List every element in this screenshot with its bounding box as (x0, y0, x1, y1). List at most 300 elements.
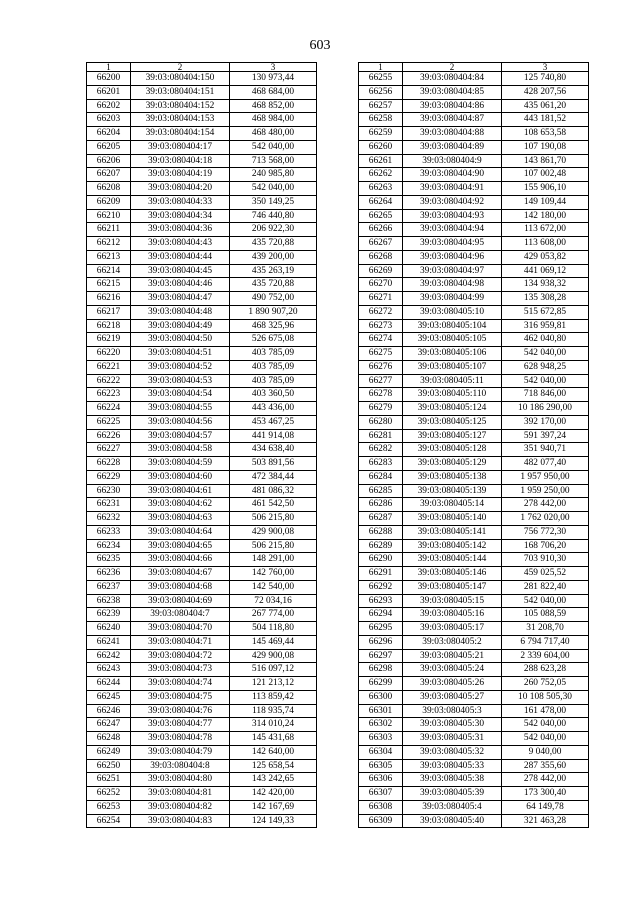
row-number-cell: 66276 (359, 360, 403, 374)
row-number-cell: 66293 (359, 594, 403, 608)
value-cell: 316 959,81 (502, 319, 589, 333)
row-number-cell: 66221 (87, 360, 131, 374)
row-number-cell: 66296 (359, 635, 403, 649)
row-number-cell: 66268 (359, 250, 403, 264)
row-number-cell: 66256 (359, 85, 403, 99)
value-cell: 161 478,00 (502, 704, 589, 718)
cadastral-number-cell: 39:03:080405:14 (403, 498, 502, 512)
value-cell: 135 308,28 (502, 292, 589, 306)
value-cell: 143 242,65 (230, 773, 317, 787)
row-number-cell: 66240 (87, 622, 131, 636)
row-number-cell: 66229 (87, 470, 131, 484)
row-number-cell: 66222 (87, 374, 131, 388)
table-row (359, 567, 589, 581)
row-number-cell: 66289 (359, 539, 403, 553)
table-row (87, 594, 317, 608)
row-number-cell: 66243 (87, 663, 131, 677)
row-number-cell: 66249 (87, 745, 131, 759)
table-row (87, 374, 317, 388)
table-row (87, 525, 317, 539)
value-cell: 173 300,40 (502, 787, 589, 801)
row-number-cell: 66220 (87, 347, 131, 361)
table-row (87, 388, 317, 402)
row-number-cell: 66245 (87, 690, 131, 704)
cadastral-number-cell: 39:03:080404:49 (131, 319, 230, 333)
cadastral-number-cell: 39:03:080405:15 (403, 594, 502, 608)
table-row (359, 622, 589, 636)
cadastral-number-cell: 39:03:080404:151 (131, 85, 230, 99)
value-cell: 107 002,48 (502, 168, 589, 182)
value-cell: 1 959 250,00 (502, 484, 589, 498)
table-row (87, 745, 317, 759)
row-number-cell: 66305 (359, 759, 403, 773)
table-row (87, 663, 317, 677)
row-number-cell: 66246 (87, 704, 131, 718)
cadastral-number-cell: 39:03:080404:62 (131, 498, 230, 512)
cadastral-number-cell: 39:03:080404:46 (131, 278, 230, 292)
value-cell: 703 910,30 (502, 553, 589, 567)
table-row (359, 470, 589, 484)
cadastral-number-cell: 39:03:080405:17 (403, 622, 502, 636)
row-number-cell: 66201 (87, 85, 131, 99)
cadastral-number-cell: 39:03:080405:139 (403, 484, 502, 498)
value-cell: 278 442,00 (502, 773, 589, 787)
cadastral-number-cell: 39:03:080405:106 (403, 347, 502, 361)
value-cell: 10 186 290,00 (502, 402, 589, 416)
table-row (87, 677, 317, 691)
cadastral-number-cell: 39:03:080404:150 (131, 72, 230, 86)
row-number-cell: 66300 (359, 690, 403, 704)
row-number-cell: 66283 (359, 457, 403, 471)
row-number-cell: 66304 (359, 745, 403, 759)
row-number-cell: 66242 (87, 649, 131, 663)
cadastral-number-cell: 39:03:080405:141 (403, 525, 502, 539)
cadastral-number-cell: 39:03:080404:78 (131, 732, 230, 746)
row-number-cell: 66226 (87, 429, 131, 443)
table-row (359, 663, 589, 677)
value-cell: 134 938,32 (502, 278, 589, 292)
row-number-cell: 66238 (87, 594, 131, 608)
cadastral-number-cell: 39:03:080404:47 (131, 292, 230, 306)
cadastral-number-cell: 39:03:080404:72 (131, 649, 230, 663)
cadastral-number-cell: 39:03:080404:59 (131, 457, 230, 471)
value-cell: 72 034,16 (230, 594, 317, 608)
cadastral-number-cell: 39:03:080405:110 (403, 388, 502, 402)
row-number-cell: 66309 (359, 814, 403, 828)
table-row (359, 333, 589, 347)
row-number-cell: 66207 (87, 168, 131, 182)
value-cell: 441 914,08 (230, 429, 317, 443)
table-row (359, 498, 589, 512)
row-number-cell: 66236 (87, 567, 131, 581)
table-row (359, 443, 589, 457)
value-cell: 148 291,00 (230, 553, 317, 567)
value-cell: 628 948,25 (502, 360, 589, 374)
row-number-cell: 66286 (359, 498, 403, 512)
row-number-cell: 66308 (359, 800, 403, 814)
value-cell: 260 752,05 (502, 677, 589, 691)
table-row (87, 223, 317, 237)
value-cell: 143 861,70 (502, 154, 589, 168)
row-number-cell: 66307 (359, 787, 403, 801)
row-number-cell: 66224 (87, 402, 131, 416)
value-cell: 718 846,00 (502, 388, 589, 402)
cadastral-number-cell: 39:03:080404:67 (131, 567, 230, 581)
row-number-cell: 66223 (87, 388, 131, 402)
value-cell: 108 653,58 (502, 127, 589, 141)
table-row (359, 85, 589, 99)
value-cell: 403 785,09 (230, 347, 317, 361)
row-number-cell: 66265 (359, 209, 403, 223)
row-number-cell: 66234 (87, 539, 131, 553)
table-row (87, 278, 317, 292)
table-row (359, 223, 589, 237)
cadastral-number-cell: 39:03:080405:30 (403, 718, 502, 732)
value-cell: 206 922,30 (230, 223, 317, 237)
row-number-cell: 66244 (87, 677, 131, 691)
value-cell: 490 752,00 (230, 292, 317, 306)
cadastral-number-cell: 39:03:080404:86 (403, 99, 502, 113)
cadastral-number-cell: 39:03:080404:98 (403, 278, 502, 292)
table-row (359, 759, 589, 773)
value-cell: 2 339 604,00 (502, 649, 589, 663)
value-cell: 468 480,00 (230, 127, 317, 141)
row-number-cell: 66264 (359, 195, 403, 209)
cadastral-number-cell: 39:03:080404:17 (131, 140, 230, 154)
cadastral-number-cell: 39:03:080405:10 (403, 305, 502, 319)
cadastral-number-cell: 39:03:080404:97 (403, 264, 502, 278)
cadastral-number-cell: 39:03:080404:19 (131, 168, 230, 182)
row-number-cell: 66287 (359, 512, 403, 526)
cadastral-number-cell: 39:03:080404:93 (403, 209, 502, 223)
table-row (359, 814, 589, 828)
row-number-cell: 66290 (359, 553, 403, 567)
column-header-3: 3 (502, 63, 589, 72)
cadastral-number-cell: 39:03:080405:24 (403, 663, 502, 677)
row-number-cell: 66273 (359, 319, 403, 333)
value-cell: 443 181,52 (502, 113, 589, 127)
value-cell: 113 859,42 (230, 690, 317, 704)
row-number-cell: 66281 (359, 429, 403, 443)
table-row (87, 498, 317, 512)
cadastral-number-cell: 39:03:080405:38 (403, 773, 502, 787)
table-row (87, 237, 317, 251)
value-cell: 429 900,08 (230, 649, 317, 663)
left-table (86, 62, 317, 828)
table-row (359, 635, 589, 649)
row-number-cell: 66260 (359, 140, 403, 154)
value-cell: 31 208,70 (502, 622, 589, 636)
table-row (359, 525, 589, 539)
value-cell: 124 149,33 (230, 814, 317, 828)
header-row (87, 63, 317, 72)
table-row (87, 415, 317, 429)
table-row (359, 484, 589, 498)
cadastral-number-cell: 39:03:080404:70 (131, 622, 230, 636)
cadastral-number-cell: 39:03:080404:53 (131, 374, 230, 388)
table-row (87, 512, 317, 526)
table-row (359, 250, 589, 264)
value-cell: 542 040,00 (502, 732, 589, 746)
cadastral-number-cell: 39:03:080404:73 (131, 663, 230, 677)
cadastral-number-cell: 39:03:080404:63 (131, 512, 230, 526)
row-number-cell: 66266 (359, 223, 403, 237)
value-cell: 130 973,44 (230, 72, 317, 86)
value-cell: 321 463,28 (502, 814, 589, 828)
row-number-cell: 66279 (359, 402, 403, 416)
cadastral-number-cell: 39:03:080405:39 (403, 787, 502, 801)
row-number-cell: 66206 (87, 154, 131, 168)
value-cell: 288 623,28 (502, 663, 589, 677)
table-row (359, 732, 589, 746)
cadastral-number-cell: 39:03:080405:107 (403, 360, 502, 374)
row-number-cell: 66280 (359, 415, 403, 429)
row-number-cell: 66227 (87, 443, 131, 457)
cadastral-number-cell: 39:03:080404:58 (131, 443, 230, 457)
table-row (359, 99, 589, 113)
row-number-cell: 66209 (87, 195, 131, 209)
value-cell: 504 118,80 (230, 622, 317, 636)
table-row (87, 567, 317, 581)
row-number-cell: 66288 (359, 525, 403, 539)
table-row (87, 718, 317, 732)
value-cell: 403 785,09 (230, 374, 317, 388)
cadastral-number-cell: 39:03:080404:68 (131, 580, 230, 594)
table-row (359, 415, 589, 429)
value-cell: 403 360,50 (230, 388, 317, 402)
row-number-cell: 66235 (87, 553, 131, 567)
cadastral-number-cell: 39:03:080404:33 (131, 195, 230, 209)
value-cell: 461 542,50 (230, 498, 317, 512)
value-cell: 462 040,80 (502, 333, 589, 347)
table-row (359, 457, 589, 471)
table-row (359, 319, 589, 333)
cadastral-number-cell: 39:03:080404:48 (131, 305, 230, 319)
cadastral-number-cell: 39:03:080405:124 (403, 402, 502, 416)
row-number-cell: 66219 (87, 333, 131, 347)
value-cell: 434 638,40 (230, 443, 317, 457)
table-row (87, 553, 317, 567)
table-row (87, 140, 317, 154)
table-row (359, 154, 589, 168)
value-cell: 142 420,00 (230, 787, 317, 801)
value-cell: 121 213,12 (230, 677, 317, 691)
table-row (87, 773, 317, 787)
table-row (87, 470, 317, 484)
cadastral-number-cell: 39:03:080405:142 (403, 539, 502, 553)
row-number-cell: 66291 (359, 567, 403, 581)
cadastral-number-cell: 39:03:080404:18 (131, 154, 230, 168)
row-number-cell: 66284 (359, 470, 403, 484)
table-row (359, 718, 589, 732)
row-number-cell: 66255 (359, 72, 403, 86)
cadastral-number-cell: 39:03:080404:7 (131, 608, 230, 622)
table-row (87, 72, 317, 86)
cadastral-number-cell: 39:03:080404:154 (131, 127, 230, 141)
row-number-cell: 66303 (359, 732, 403, 746)
row-number-cell: 66213 (87, 250, 131, 264)
row-number-cell: 66248 (87, 732, 131, 746)
value-cell: 468 325,96 (230, 319, 317, 333)
value-cell: 392 170,00 (502, 415, 589, 429)
value-cell: 142 167,69 (230, 800, 317, 814)
value-cell: 281 822,40 (502, 580, 589, 594)
value-cell: 428 207,56 (502, 85, 589, 99)
cadastral-number-cell: 39:03:080404:76 (131, 704, 230, 718)
row-number-cell: 66297 (359, 649, 403, 663)
table-row (87, 347, 317, 361)
row-number-cell: 66232 (87, 512, 131, 526)
cadastral-number-cell: 39:03:080404:87 (403, 113, 502, 127)
value-cell: 591 397,24 (502, 429, 589, 443)
value-cell: 350 149,25 (230, 195, 317, 209)
value-cell: 10 108 505,30 (502, 690, 589, 704)
cadastral-number-cell: 39:03:080404:54 (131, 388, 230, 402)
row-number-cell: 66205 (87, 140, 131, 154)
cadastral-number-cell: 39:03:080405:21 (403, 649, 502, 663)
table-row (359, 72, 589, 86)
table-row (87, 690, 317, 704)
table-row (87, 113, 317, 127)
cadastral-number-cell: 39:03:080405:127 (403, 429, 502, 443)
row-number-cell: 66212 (87, 237, 131, 251)
row-number-cell: 66208 (87, 182, 131, 196)
cadastral-number-cell: 39:03:080404:34 (131, 209, 230, 223)
table-row (359, 608, 589, 622)
row-number-cell: 66230 (87, 484, 131, 498)
row-number-cell: 66261 (359, 154, 403, 168)
row-number-cell: 66239 (87, 608, 131, 622)
value-cell: 453 467,25 (230, 415, 317, 429)
row-number-cell: 66257 (359, 99, 403, 113)
table-row (87, 99, 317, 113)
right-table-body (359, 72, 589, 828)
table-row (87, 649, 317, 663)
page-number: 603 (309, 38, 331, 53)
row-number-cell: 66231 (87, 498, 131, 512)
value-cell: 125 658,54 (230, 759, 317, 773)
value-cell: 713 568,00 (230, 154, 317, 168)
value-cell: 542 040,00 (230, 140, 317, 154)
value-cell: 435 720,88 (230, 278, 317, 292)
row-number-cell: 66251 (87, 773, 131, 787)
table-row (87, 182, 317, 196)
table-row (359, 182, 589, 196)
row-number-cell: 66237 (87, 580, 131, 594)
cadastral-number-cell: 39:03:080404:95 (403, 237, 502, 251)
row-number-cell: 66298 (359, 663, 403, 677)
cadastral-number-cell: 39:03:080405:125 (403, 415, 502, 429)
row-number-cell: 66202 (87, 99, 131, 113)
cadastral-number-cell: 39:03:080405:138 (403, 470, 502, 484)
row-number-cell: 66285 (359, 484, 403, 498)
cadastral-number-cell: 39:03:080404:51 (131, 347, 230, 361)
table-row (87, 305, 317, 319)
cadastral-number-cell: 39:03:080404:43 (131, 237, 230, 251)
row-number-cell: 66295 (359, 622, 403, 636)
row-number-cell: 66204 (87, 127, 131, 141)
row-number-cell: 66218 (87, 319, 131, 333)
table-row (87, 154, 317, 168)
cadastral-number-cell: 39:03:080405:4 (403, 800, 502, 814)
row-number-cell: 66278 (359, 388, 403, 402)
value-cell: 105 088,59 (502, 608, 589, 622)
value-cell: 468 684,00 (230, 85, 317, 99)
cadastral-number-cell: 39:03:080404:60 (131, 470, 230, 484)
value-cell: 472 384,44 (230, 470, 317, 484)
value-cell: 1 957 950,00 (502, 470, 589, 484)
table-row (87, 443, 317, 457)
value-cell: 168 706,20 (502, 539, 589, 553)
cadastral-number-cell: 39:03:080404:69 (131, 594, 230, 608)
cadastral-number-cell: 39:03:080405:104 (403, 319, 502, 333)
value-cell: 746 440,80 (230, 209, 317, 223)
table-row (87, 457, 317, 471)
row-number-cell: 66216 (87, 292, 131, 306)
table-row (87, 85, 317, 99)
row-number-cell: 66210 (87, 209, 131, 223)
table-row (359, 745, 589, 759)
value-cell: 9 040,00 (502, 745, 589, 759)
table-row (359, 649, 589, 663)
value-cell: 155 906,10 (502, 182, 589, 196)
cadastral-number-cell: 39:03:080404:75 (131, 690, 230, 704)
value-cell: 503 891,56 (230, 457, 317, 471)
cadastral-number-cell: 39:03:080404:71 (131, 635, 230, 649)
row-number-cell: 66269 (359, 264, 403, 278)
row-number-cell: 66211 (87, 223, 131, 237)
value-cell: 542 040,00 (502, 594, 589, 608)
value-cell: 145 469,44 (230, 635, 317, 649)
table-row (87, 800, 317, 814)
table-row (359, 209, 589, 223)
row-number-cell: 66228 (87, 457, 131, 471)
value-cell: 6 794 717,40 (502, 635, 589, 649)
table-row (87, 622, 317, 636)
cadastral-number-cell: 39:03:080405:33 (403, 759, 502, 773)
cadastral-number-cell: 39:03:080405:16 (403, 608, 502, 622)
table-row (359, 704, 589, 718)
value-cell: 468 984,00 (230, 113, 317, 127)
table-row (359, 237, 589, 251)
cadastral-number-cell: 39:03:080405:40 (403, 814, 502, 828)
column-header-3: 3 (230, 63, 317, 72)
table-row (359, 553, 589, 567)
cadastral-number-cell: 39:03:080404:99 (403, 292, 502, 306)
cadastral-number-cell: 39:03:080404:89 (403, 140, 502, 154)
cadastral-number-cell: 39:03:080404:55 (131, 402, 230, 416)
value-cell: 287 355,60 (502, 759, 589, 773)
cadastral-number-cell: 39:03:080404:56 (131, 415, 230, 429)
table-row (359, 264, 589, 278)
table-row (87, 209, 317, 223)
value-cell: 314 010,24 (230, 718, 317, 732)
table-row (87, 264, 317, 278)
cadastral-number-cell: 39:03:080404:96 (403, 250, 502, 264)
value-cell: 1 890 907,20 (230, 305, 317, 319)
cadastral-number-cell: 39:03:080404:44 (131, 250, 230, 264)
value-cell: 481 086,32 (230, 484, 317, 498)
table-row (359, 773, 589, 787)
value-cell: 142 760,00 (230, 567, 317, 581)
row-number-cell: 66214 (87, 264, 131, 278)
value-cell: 441 069,12 (502, 264, 589, 278)
value-cell: 439 200,00 (230, 250, 317, 264)
value-cell: 149 109,44 (502, 195, 589, 209)
table-row (87, 360, 317, 374)
cadastral-number-cell: 39:03:080405:129 (403, 457, 502, 471)
value-cell: 351 940,71 (502, 443, 589, 457)
